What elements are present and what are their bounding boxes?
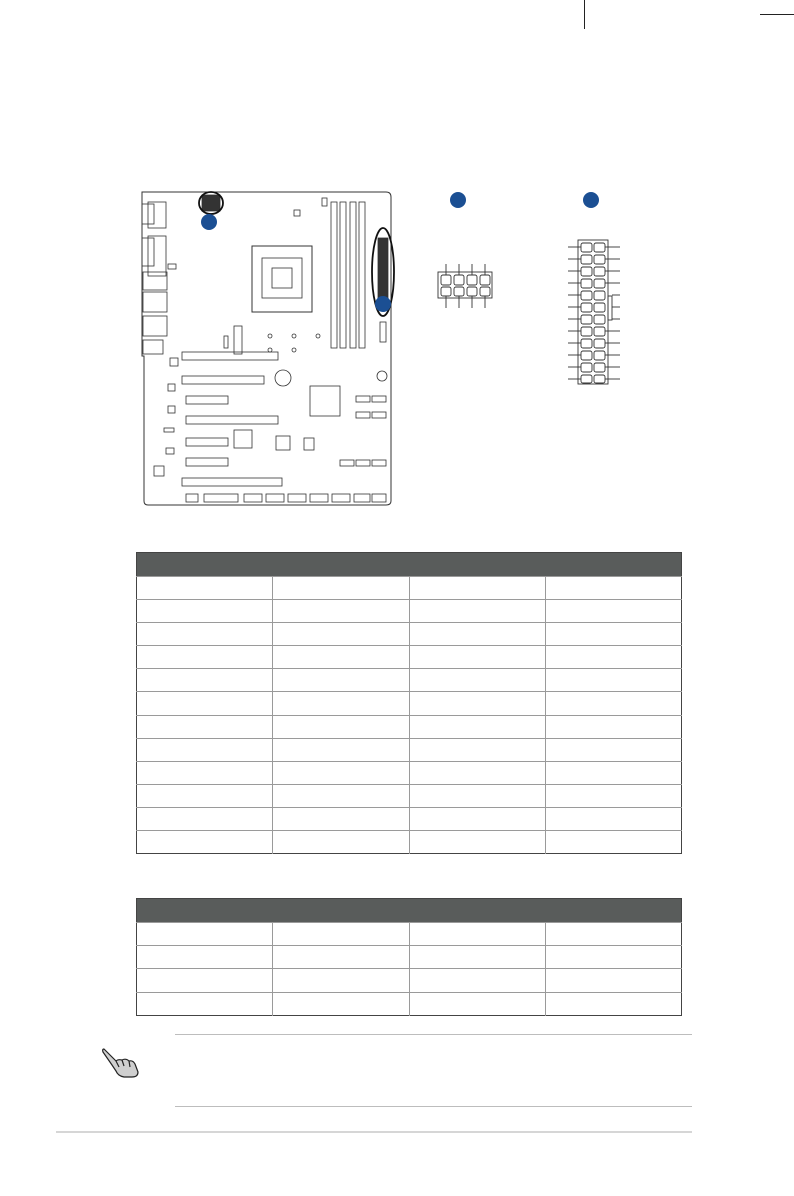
table-row: [137, 969, 682, 992]
table-row: [137, 646, 682, 669]
table-row: [137, 623, 682, 646]
table-row: [137, 923, 682, 946]
table-row: [137, 992, 682, 1015]
table-row: [137, 577, 682, 600]
table-row: [137, 946, 682, 969]
table-header: [137, 899, 682, 923]
atx-24pin-connector-diagram: [566, 238, 624, 386]
table-row: [137, 692, 682, 715]
table-row: [137, 761, 682, 784]
table-row: [137, 807, 682, 830]
eps-8pin-definition-table: [136, 898, 682, 1016]
table-row: [137, 784, 682, 807]
page-footer-rule: [56, 1131, 692, 1133]
pointing-hand-icon: [100, 1045, 142, 1079]
note-bottom-rule: [175, 1106, 692, 1107]
callout-marker-24pin-diagram: [583, 192, 599, 208]
table-row: [137, 738, 682, 761]
crop-mark-horizontal: [760, 14, 794, 15]
note-top-rule: [175, 1034, 692, 1035]
table-row: [137, 831, 682, 854]
table-row: [137, 600, 682, 623]
table-row: [137, 669, 682, 692]
callout-marker-atx-power: [375, 296, 391, 312]
callout-marker-8pin-diagram: [450, 192, 466, 208]
crop-mark-vertical: [584, 0, 585, 29]
callout-marker-cpu-power: [201, 214, 217, 230]
eps-8pin-connector-diagram: [436, 262, 496, 310]
atx-24pin-definition-table: [136, 552, 682, 854]
table-header: [137, 553, 682, 577]
motherboard-layout-diagram: [128, 186, 398, 511]
table-row: [137, 715, 682, 738]
